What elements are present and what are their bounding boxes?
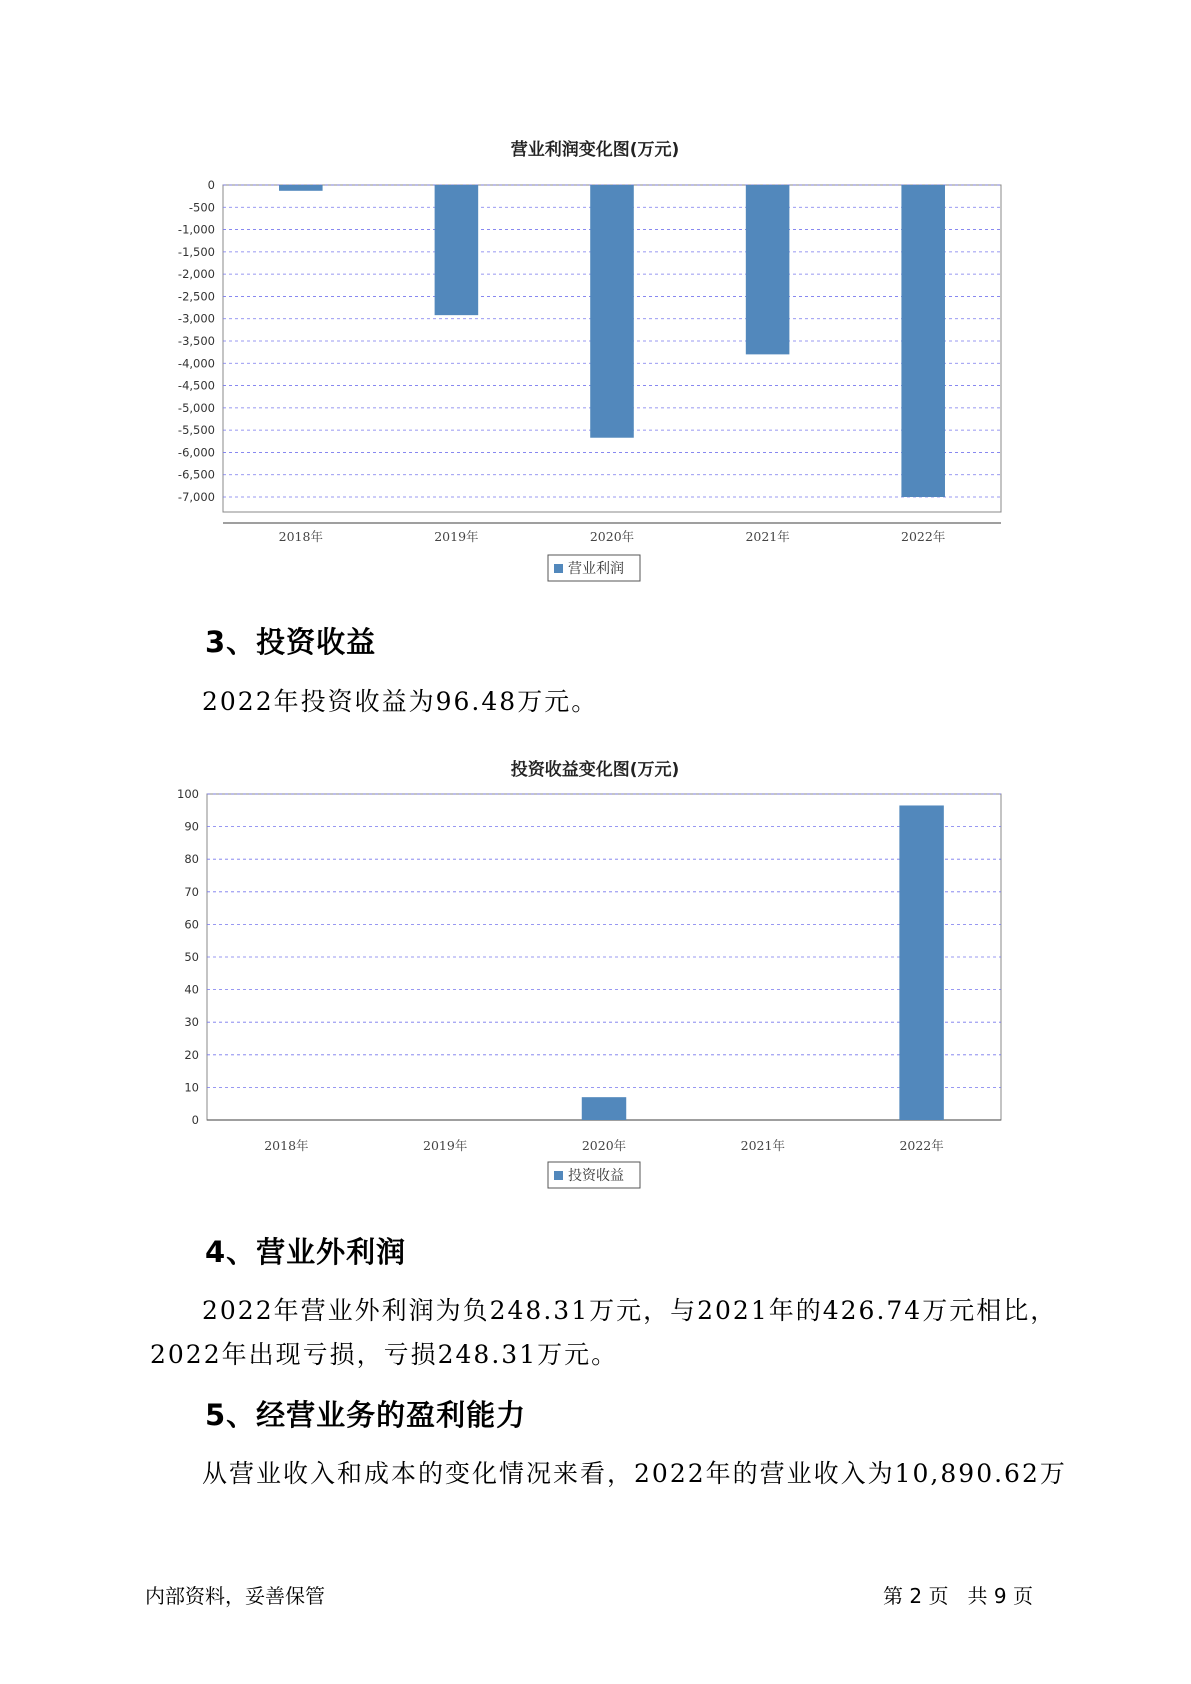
bar [901,185,945,497]
bar [435,185,479,315]
x-tick-label: 2020年 [589,529,635,544]
x-tick-label: 2020年 [581,1138,627,1153]
y-tick-label: 90 [184,819,199,834]
section-5-text: 从营业收入和成本的变化情况来看，2022年的营业收入为10,890.62万 [202,1459,1067,1488]
y-tick-label: -3,500 [177,334,215,348]
y-tick-label: -500 [188,200,215,215]
chart-svg [0,755,1191,1200]
y-tick-label: 70 [184,884,199,899]
x-tick-label: 2018年 [278,529,323,544]
y-tick-label: -1,500 [177,244,215,259]
y-tick-label: -4,500 [177,378,215,393]
y-tick-label: 20 [184,1047,199,1062]
x-tick-label: 2018年 [264,1138,309,1153]
x-tick-label: 2021年 [745,529,790,544]
bar [746,185,790,354]
bar [590,185,634,438]
y-tick-label: 0 [191,1113,199,1127]
chart-title: 投资收益变化图(万元) [510,760,680,780]
footer-left: 内部资料，妥善保管 [145,1584,325,1608]
chart-svg [0,135,1191,585]
y-tick-label: 80 [184,852,199,867]
y-tick-label: -6,500 [177,467,215,482]
x-tick-label: 2021年 [740,1138,785,1153]
legend-swatch [554,1171,563,1180]
y-tick-label: 40 [184,982,199,997]
y-tick-label: -5,500 [177,423,215,438]
x-tick-label: 2022年 [901,529,946,544]
y-tick-label: -2,000 [177,267,215,282]
section-4-heading: 4、营业外利润 [205,1235,407,1269]
y-tick-label: -6,000 [177,445,215,460]
x-tick-label: 2019年 [434,529,479,544]
y-tick-label: 0 [207,178,215,192]
footer-right: 第 2 页 共 9 页 [883,1584,1033,1608]
y-tick-label: -2,500 [177,289,215,304]
bar [899,805,943,1120]
operating-profit-chart [0,135,1191,585]
y-tick-label: 100 [177,787,199,801]
section-3-heading: 3、投资收益 [205,625,377,659]
legend-swatch [554,564,563,573]
y-tick-label: 30 [184,1015,199,1030]
y-tick-label: -5,000 [177,400,215,415]
legend-label: 投资收益 [568,1168,624,1184]
bar [279,185,323,191]
y-tick-label: -4,000 [177,356,215,371]
section-3-text: 2022年投资收益为96.48万元。 [202,687,599,716]
bar [582,1097,626,1120]
x-tick-label: 2019年 [423,1138,468,1153]
section-5-heading: 5、经营业务的盈利能力 [205,1398,527,1432]
y-tick-label: 50 [184,950,199,964]
legend-label: 营业利润 [568,561,624,577]
x-tick-label: 2022年 [899,1138,944,1153]
y-tick-label: 60 [184,917,199,932]
y-tick-label: 10 [184,1080,199,1095]
section-4-text: 2022年营业外利润为负248.31万元，与2021年的426.74万元相比，2022年出现亏损，亏损248.31万元。 [150,1296,1058,1369]
y-tick-label: -7,000 [177,490,215,504]
chart-title: 营业利润变化图(万元) [510,140,680,160]
investment-income-chart [0,755,1191,1200]
y-tick-label: -3,000 [177,311,215,326]
y-tick-label: -1,000 [177,222,215,237]
